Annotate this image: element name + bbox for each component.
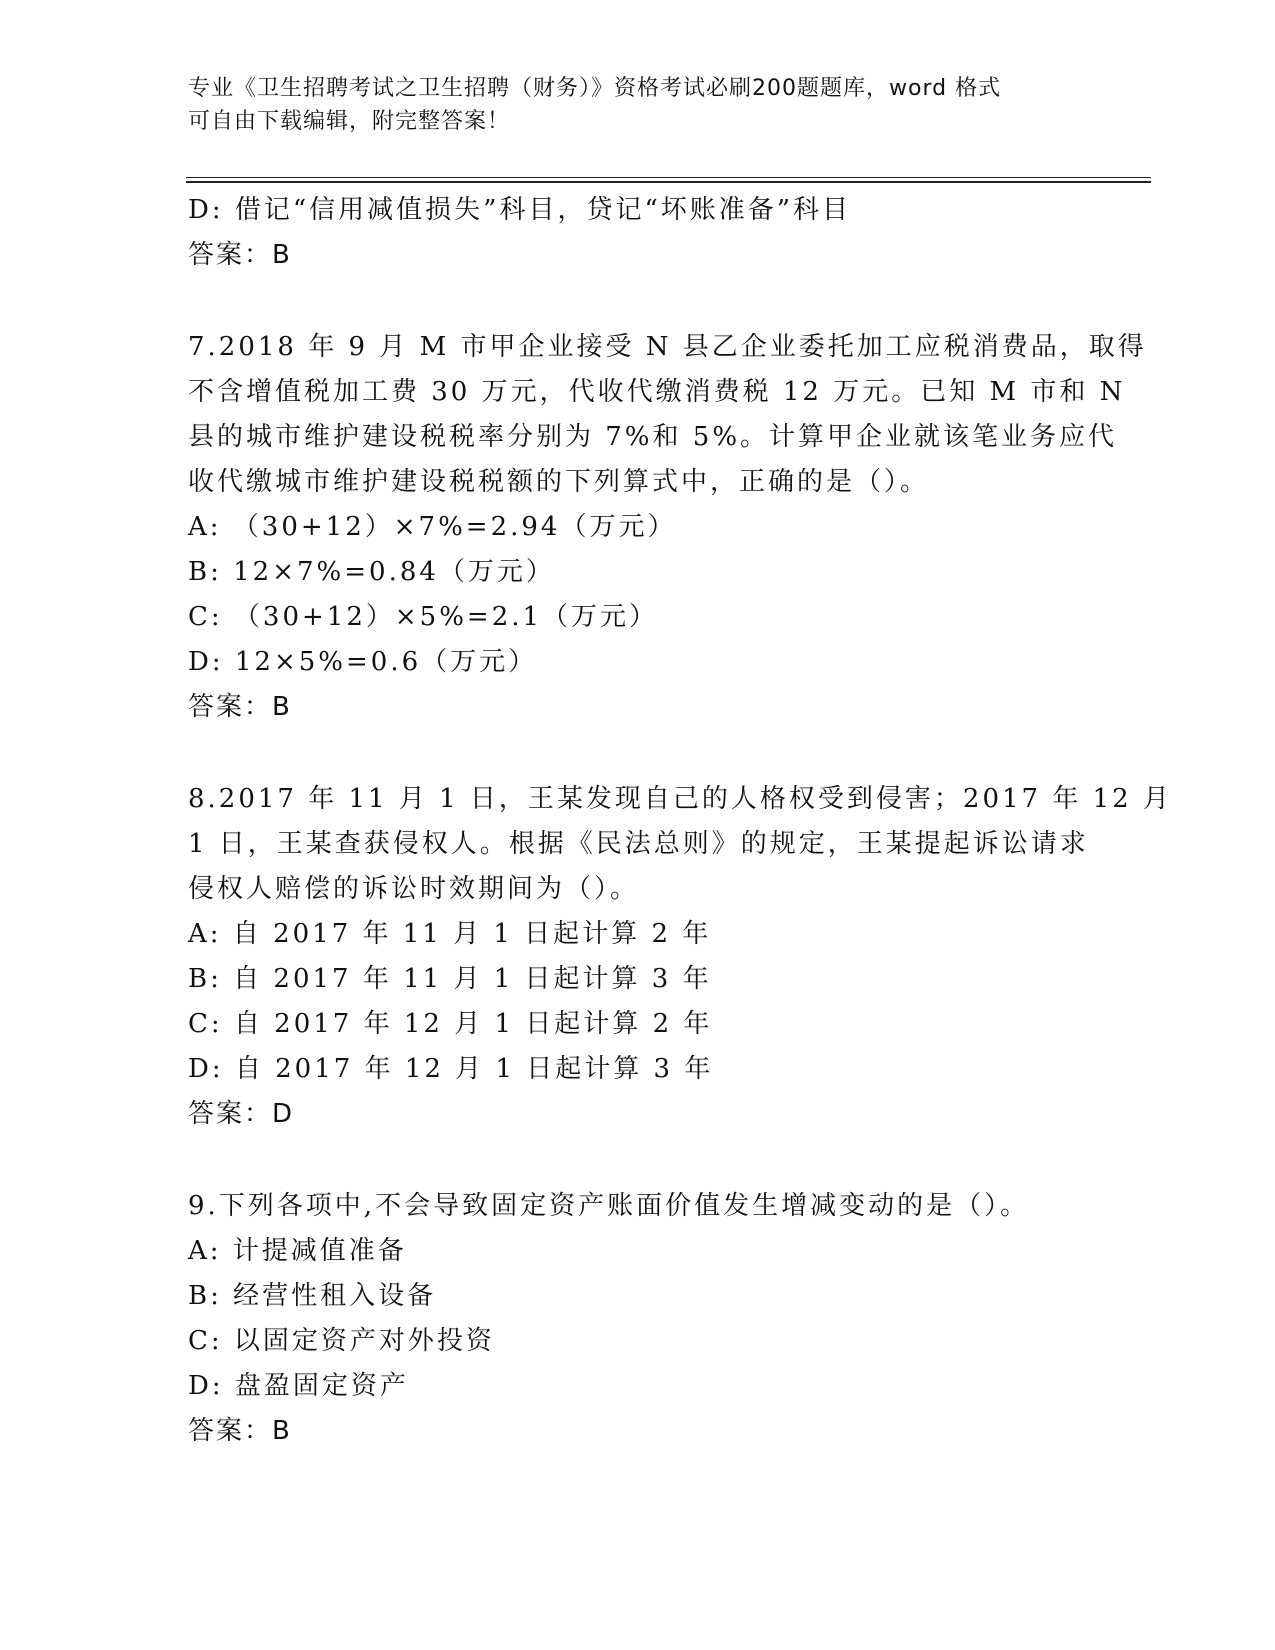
page-header [188, 72, 1068, 138]
question-stem: 9.下列各项中,不会导致固定资产账面价值发生增减变动的是（）。 [188, 1191, 1030, 1221]
question-stem: 县的城市维护建设税税率分别为 7%和 5%。计算甲企业就该笔业务应代 [188, 422, 1118, 452]
answer: 答案：B [188, 692, 292, 722]
question-stem: 收代缴城市维护建设税税额的下列算式中，正确的是（）。 [188, 467, 930, 497]
option-b: B: 12×7%=0.84（万元） [188, 557, 555, 587]
header-line-2: 可自由下载编辑，附完整答案！ [188, 109, 511, 134]
question-stem: 1 日，王某查获侵权人。根据《民法总则》的规定，王某提起诉讼请求 [188, 829, 1089, 859]
option-c: C: （30+12）×5%=2.1（万元） [188, 602, 659, 632]
option-b: B: 经营性租入设备 [188, 1281, 437, 1311]
option-c: C: 自 2017 年 12 月 1 日起计算 2 年 [188, 1009, 713, 1039]
option-a: A: 计提减值准备 [188, 1236, 407, 1266]
option-d: D: 自 2017 年 12 月 1 日起计算 3 年 [188, 1054, 714, 1084]
option-d: D: 盘盈固定资产 [188, 1371, 409, 1401]
question-stem: 侵权人赔偿的诉讼时效期间为（）。 [188, 874, 640, 904]
spacer [188, 278, 1088, 325]
header-divider [186, 177, 1151, 183]
header-line-1: 专业《卫生招聘考试之卫生招聘（财务）》资格考试必刷200题题库，word 格式 [188, 76, 1002, 101]
option-b: B: 自 2017 年 11 月 1 日起计算 3 年 [188, 964, 712, 994]
question-prev [188, 188, 1088, 278]
question-9 [188, 1184, 1088, 1454]
question-stem: 不含增值税加工费 30 万元，代收代缴消费税 12 万元。已知 M 市和 N [188, 377, 1126, 407]
question-stem: 8.2017 年 11 月 1 日，王某发现自己的人格权受到侵害；2017 年 12 月 [188, 784, 1172, 814]
question-stem: 7.2018 年 9 月 M 市甲企业接受 N 县乙企业委托加工应税消费品，取得 [188, 332, 1147, 362]
answer: 答案：B [188, 1416, 292, 1446]
option-d: D: 借记“信用减值损失”科目，贷记“坏账准备”科目 [188, 195, 852, 225]
question-7 [188, 325, 1147, 730]
option-d: D: 12×5%=0.6（万元） [188, 647, 538, 677]
option-a: A: （30+12）×7%=2.94（万元） [188, 512, 677, 542]
question-8 [188, 777, 1172, 1137]
spacer [188, 1137, 1088, 1184]
spacer [188, 730, 1088, 777]
document-body [188, 188, 1172, 1454]
option-c: C: 以固定资产对外投资 [188, 1326, 495, 1356]
answer: 答案：B [188, 240, 292, 270]
option-a: A: 自 2017 年 11 月 1 日起计算 2 年 [188, 919, 712, 949]
answer: 答案：D [188, 1099, 295, 1129]
